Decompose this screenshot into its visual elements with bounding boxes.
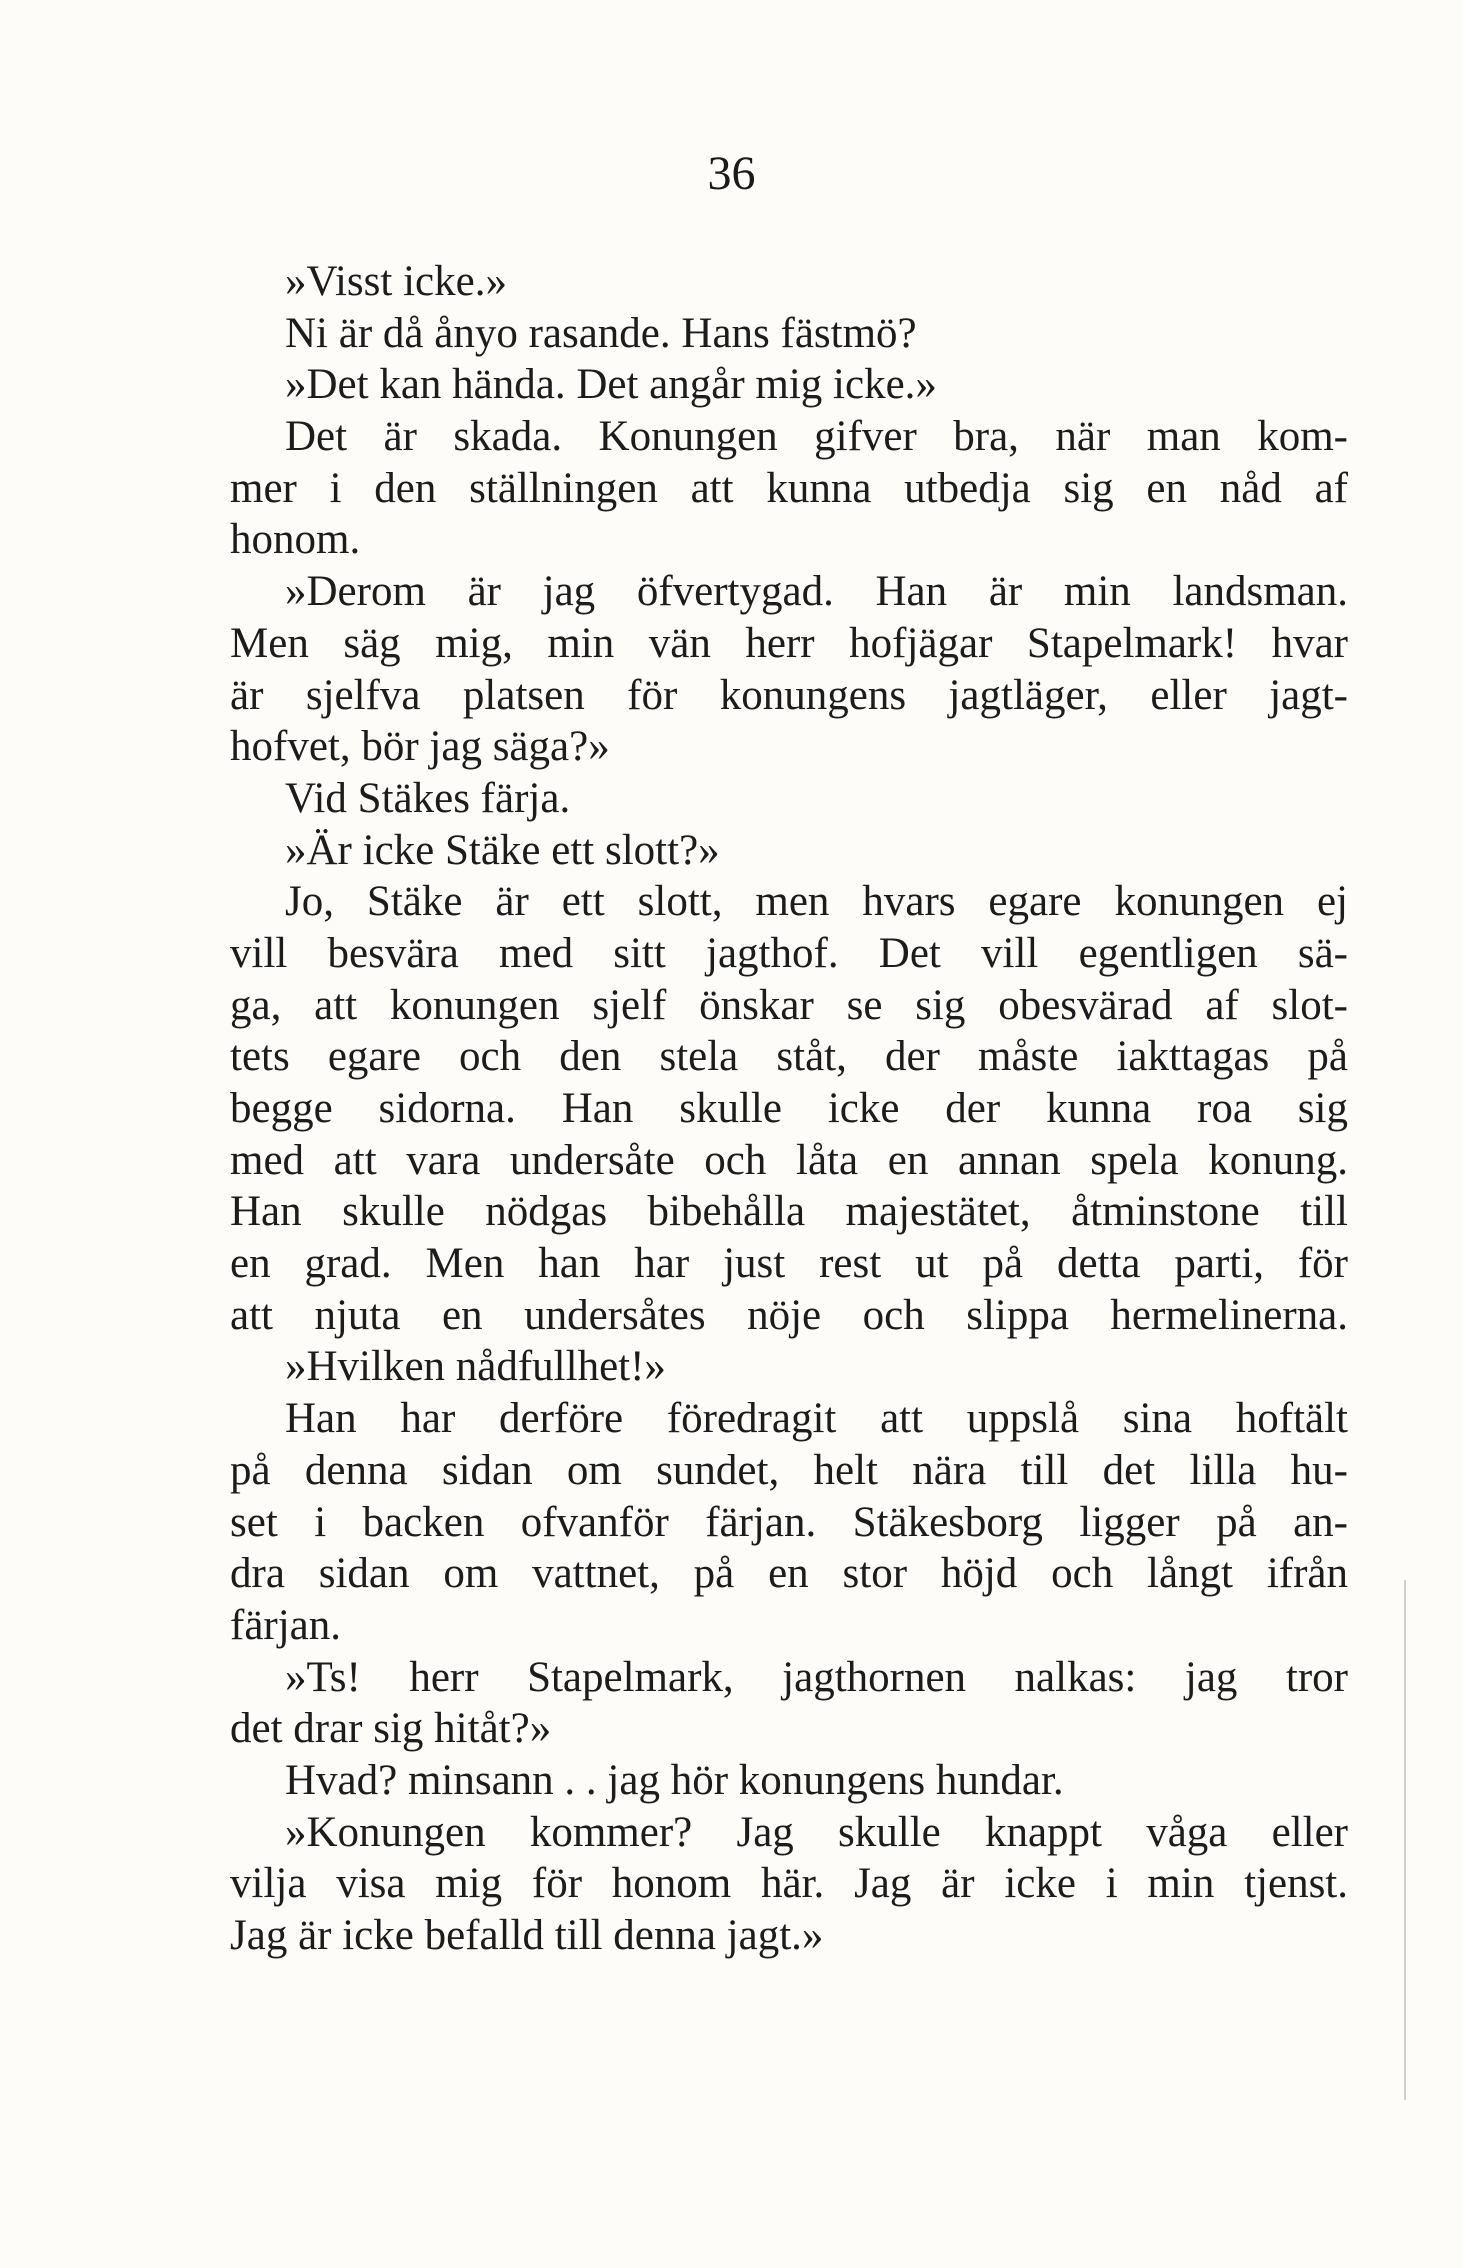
text-line: ga, att konungen sjelf önskar se sig obesvärad af slot- — [230, 981, 1348, 1029]
text-line: Han har derföre föredragit att uppslå sina hoftält — [285, 1395, 1348, 1443]
text-line: vill besvära med sitt jagthof. Det vill egentligen sä- — [230, 929, 1348, 977]
text-line: »Derom är jag öfvertygad. Han är min landsman. — [285, 568, 1348, 616]
margin-rule — [1404, 1580, 1406, 2100]
text-line: Vid Stäkes färja. — [285, 774, 571, 822]
text-line: Det är skada. Konungen gifver bra, när man kom- — [285, 413, 1348, 461]
text-line: Men säg mig, min vän herr hofjägar Stapelmark! hvar — [230, 619, 1348, 667]
text-line: »Det kan hända. Det angår mig icke.» — [285, 361, 937, 409]
text-line: på denna sidan om sundet, helt nära till det lilla hu- — [230, 1446, 1348, 1494]
text-line: färjan. — [230, 1601, 342, 1649]
text-line: med att vara undersåte och låta en annan spela konung. — [230, 1136, 1348, 1184]
text-line: mer i den ställningen att kunna utbedja sig en nåd af — [230, 464, 1348, 512]
text-line: »Visst icke.» — [285, 258, 507, 305]
text-line: »Hvilken nådfullhet!» — [285, 1343, 666, 1391]
text-line: Hvad? minsann . . jag hör konungens hundar. — [285, 1756, 1064, 1804]
text-line: en grad. Men han har just rest ut på detta parti, för — [230, 1240, 1348, 1288]
text-line: »Ts! herr Stapelmark, jagthornen nalkas: jag tror — [285, 1653, 1348, 1701]
text-line: »Konungen kommer? Jag skulle knappt våga eller — [285, 1808, 1348, 1856]
text-line: Han skulle nödgas bibehålla majestätet, åtminstone till — [230, 1188, 1348, 1236]
text-line: tets egare och den stela ståt, der måste iakttagas på — [230, 1033, 1348, 1081]
text-line: Jo, Stäke är ett slott, men hvars egare konungen ej — [285, 878, 1348, 926]
text-line: vilja visa mig för honom här. Jag är icke i min tjenst. — [230, 1860, 1348, 1908]
text-line: hofvet, bör jag säga?» — [230, 723, 610, 771]
text-line: det drar sig hitåt?» — [230, 1705, 552, 1753]
text-line: dra sidan om vattnet, på en stor höjd och långt ifrån — [230, 1550, 1348, 1598]
text-line: honom. — [230, 516, 361, 564]
text-line: »Är icke Stäke ett slott?» — [285, 826, 720, 874]
text-line: begge sidorna. Han skulle icke der kunna roa sig — [230, 1085, 1348, 1132]
page-number: 36 — [707, 147, 756, 200]
text-line: är sjelfva platsen för konungens jagtläger, eller jagt- — [230, 671, 1348, 719]
text-line: Ni är då ånyo rasande. Hans fästmö? — [285, 309, 917, 357]
text-line: att njuta en undersåtes nöje och slippa hermelinerna. — [230, 1291, 1348, 1339]
body-text — [230, 256, 1348, 1962]
text-line: Jag är icke befalld till denna jagt.» — [230, 1912, 824, 1959]
text-line: set i backen ofvanför färjan. Stäkesborg ligger på an- — [230, 1498, 1348, 1546]
